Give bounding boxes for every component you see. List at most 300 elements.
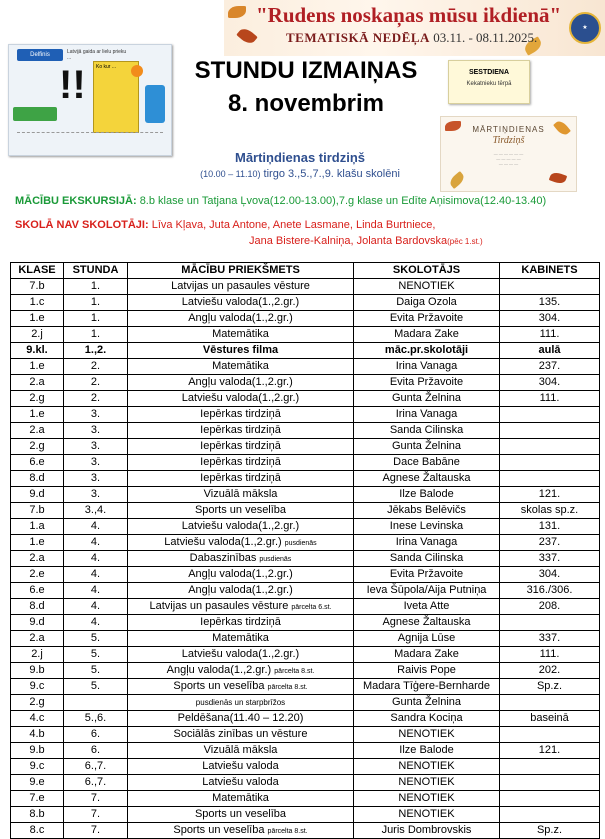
- cell-subject: [128, 599, 354, 615]
- absent-list-2: Jana Bistere-Kalniņa, Jolanta Bardovska: [249, 235, 448, 247]
- cell-room: [500, 727, 600, 743]
- cell-subject-text: Latviešu valoda(1.,2.gr.): [181, 648, 300, 660]
- cell-teacher-text: NENOTIEK: [398, 808, 455, 820]
- cell-subject: [128, 471, 354, 487]
- cell-teacher-text: NENOTIEK: [398, 776, 455, 788]
- cell-subject-note: pārcelta 8.st.: [267, 683, 308, 691]
- cell-subject: [128, 711, 354, 727]
- poster-shape: [13, 107, 57, 121]
- table-row: [11, 359, 600, 375]
- cell-stunda-text: 4.: [90, 568, 101, 580]
- cell-teacher: [354, 295, 500, 311]
- table-row: [11, 599, 600, 615]
- cell-teacher-text: NENOTIEK: [398, 760, 455, 772]
- cell-teacher: [354, 615, 500, 631]
- cell-teacher: [354, 759, 500, 775]
- table-row: [11, 567, 600, 583]
- cell-room: [500, 455, 600, 471]
- cell-room: [500, 679, 600, 695]
- cell-subject: [128, 503, 354, 519]
- cell-subject-text: Iepērkas tirdziņā: [200, 616, 281, 628]
- cell-teacher-text: NENOTIEK: [398, 728, 455, 740]
- table-row: [11, 743, 600, 759]
- cell-subject-text: Vēstures filma: [202, 344, 279, 356]
- cell-teacher: [354, 695, 500, 711]
- cell-stunda: [64, 311, 128, 327]
- header-room: KABINETS: [500, 263, 600, 279]
- cell-stunda-text: 7.: [90, 792, 101, 804]
- cell-room-text: baseinā: [530, 712, 569, 724]
- cell-room-text: Sp.z.: [536, 824, 563, 836]
- cell-room: [500, 695, 600, 711]
- table-row: [11, 519, 600, 535]
- cell-teacher: [354, 567, 500, 583]
- cell-klase: [11, 423, 64, 439]
- cell-klase: [11, 791, 64, 807]
- cell-teacher: [354, 519, 500, 535]
- cell-stunda: [64, 295, 128, 311]
- cell-stunda: [64, 615, 128, 631]
- cell-klase-text: 1.e: [29, 360, 45, 372]
- cell-room: [500, 519, 600, 535]
- cell-stunda: [64, 439, 128, 455]
- cell-stunda: [64, 695, 128, 711]
- cell-stunda-text: 3.: [90, 424, 101, 436]
- cell-klase: [11, 711, 64, 727]
- cell-subject: [128, 647, 354, 663]
- cell-klase: [11, 407, 64, 423]
- cell-room: [500, 647, 600, 663]
- cell-subject-text: Sports un veselība: [173, 823, 265, 836]
- table-row: [11, 679, 600, 695]
- cell-room: [500, 343, 600, 359]
- schedule-table: [10, 262, 600, 839]
- cell-klase-text: 2.j: [31, 648, 43, 660]
- cell-stunda: [64, 407, 128, 423]
- cell-subject: [128, 631, 354, 647]
- cell-room: [500, 311, 600, 327]
- cell-klase: [11, 471, 64, 487]
- cell-klase-text: 4.c: [29, 712, 45, 724]
- cell-stunda: [64, 471, 128, 487]
- cell-stunda: [64, 343, 128, 359]
- cell-teacher-text: Agnese Žaltauska: [382, 472, 471, 484]
- cell-subject-text: Matemātika: [212, 632, 269, 644]
- table-row: [11, 311, 600, 327]
- cell-klase: [11, 503, 64, 519]
- event-time: (10.00 – 11.10): [200, 169, 261, 179]
- table-row: [11, 423, 600, 439]
- cell-subject: [128, 695, 354, 711]
- cell-stunda: [64, 775, 128, 791]
- cell-teacher-text: Madara Zake: [394, 648, 459, 660]
- cell-teacher-text: Sandra Kociņa: [390, 712, 463, 724]
- cell-subject: [128, 295, 354, 311]
- cell-room: [500, 279, 600, 295]
- cell-klase-text: 1.e: [29, 312, 45, 324]
- table-header-row: [11, 263, 600, 279]
- cell-stunda-text: 5.: [90, 664, 101, 676]
- table-row: [11, 279, 600, 295]
- cell-room: [500, 423, 600, 439]
- cell-subject: [128, 455, 354, 471]
- cell-room-text: aulā: [538, 344, 561, 356]
- cell-stunda-text: 5.: [90, 680, 101, 692]
- table-row: [11, 455, 600, 471]
- cell-room-text: 111.: [539, 328, 560, 340]
- cell-room-text: 304.: [538, 312, 561, 324]
- cell-klase-text: 2.e: [29, 568, 45, 580]
- cell-stunda-text: 3.,4.: [84, 504, 107, 516]
- table-row: [11, 375, 600, 391]
- cell-teacher: [354, 455, 500, 471]
- cell-stunda: [64, 455, 128, 471]
- absent-teachers-line-2: [249, 235, 483, 247]
- cell-room: [500, 631, 600, 647]
- cell-klase: [11, 455, 64, 471]
- cell-subject-text: Latviešu valoda(1.,2.gr.): [164, 535, 282, 548]
- cell-stunda: [64, 599, 128, 615]
- cell-stunda-text: 2.: [90, 392, 101, 404]
- table-row: [11, 327, 600, 343]
- cell-teacher-text: Inese Levinska: [389, 520, 464, 532]
- cell-room: [500, 583, 600, 599]
- cell-stunda-text: 2.: [90, 360, 101, 372]
- cell-klase: [11, 727, 64, 743]
- cell-klase: [11, 695, 64, 711]
- cell-stunda-text: 5.: [90, 632, 101, 644]
- cell-klase: [11, 807, 64, 823]
- cell-klase-text: 2.a: [29, 632, 45, 644]
- header-teacher: SKOLOTĀJS: [354, 263, 500, 279]
- cell-room-text: 337.: [538, 552, 561, 564]
- cell-subject: [128, 423, 354, 439]
- cell-stunda-text: 7.: [90, 824, 101, 836]
- cell-room: [500, 791, 600, 807]
- cell-klase: [11, 487, 64, 503]
- cell-teacher-text: Gunta Želnina: [391, 392, 462, 404]
- cell-subject-text: Sports un veselība: [173, 679, 265, 692]
- cell-klase-text: 9.e: [29, 776, 45, 788]
- cell-stunda-text: 7.: [90, 808, 101, 820]
- cell-teacher: [354, 327, 500, 343]
- cell-teacher: [354, 679, 500, 695]
- cell-subject: [128, 615, 354, 631]
- cell-subject-text: Dabaszinības: [189, 551, 257, 564]
- cell-room: [500, 375, 600, 391]
- cell-teacher-text: Juris Dombrovskis: [381, 824, 472, 836]
- cell-room-text: 208.: [538, 600, 561, 612]
- cell-subject: [128, 743, 354, 759]
- saturday-text: Kekatnieku tērpā: [466, 81, 512, 87]
- saturday-card: [448, 60, 530, 104]
- banner-title: "Rudens noskaņas mūsu ikdienā": [256, 3, 562, 27]
- cell-subject: [128, 439, 354, 455]
- cell-room-text: 131.: [538, 520, 561, 532]
- cell-subject: [128, 407, 354, 423]
- cell-klase-text: 9.b: [29, 744, 45, 756]
- cell-stunda-text: 6.,7.: [84, 776, 107, 788]
- cell-stunda-text: 6.: [90, 744, 101, 756]
- cell-teacher: [354, 311, 500, 327]
- cell-stunda-text: 1.: [90, 280, 101, 292]
- cell-klase-text: 8.d: [29, 600, 45, 612]
- cell-teacher-text: Dace Babāne: [393, 456, 460, 468]
- cell-stunda: [64, 567, 128, 583]
- cell-klase-text: 9.kl.: [26, 344, 48, 356]
- absent-teachers-line: [15, 219, 435, 231]
- cell-teacher-text: Madara Tīģere-Bernharde: [363, 680, 490, 692]
- table-row: [11, 663, 600, 679]
- saturday-title: SESTDIENA: [468, 69, 510, 76]
- cell-stunda-text: 4.: [90, 600, 101, 612]
- cell-teacher-text: Irina Vanaga: [395, 536, 458, 548]
- table-row: [11, 295, 600, 311]
- cell-klase-text: 9.c: [29, 680, 45, 692]
- martini-poster: [440, 116, 577, 192]
- cell-subject: [128, 519, 354, 535]
- cell-stunda-text: 1.: [90, 296, 101, 308]
- cell-subject-text: Vizuālā māksla: [203, 744, 278, 756]
- cell-subject: [128, 391, 354, 407]
- cell-klase: [11, 535, 64, 551]
- cell-subject: [128, 583, 354, 599]
- cell-teacher: [354, 471, 500, 487]
- header-subject: MĀCĪBU PRIEKŠMETS: [128, 263, 354, 279]
- cell-room: [500, 439, 600, 455]
- cell-teacher: [354, 407, 500, 423]
- excursion-line: [15, 195, 546, 207]
- cell-teacher-text: Daiga Ozola: [396, 296, 457, 308]
- cell-subject-text: Matemātika: [212, 360, 269, 372]
- cell-subject: [128, 343, 354, 359]
- cell-teacher-text: Agnese Žaltauska: [382, 616, 471, 628]
- cell-stunda-text: 3.: [90, 488, 101, 500]
- cell-klase-text: 2.j: [31, 328, 43, 340]
- table-row: [11, 343, 600, 359]
- cell-klase: [11, 279, 64, 295]
- cell-klase-text: 8.c: [29, 824, 45, 836]
- cell-stunda: [64, 647, 128, 663]
- exclamation-icon: !!: [59, 63, 86, 107]
- cell-stunda: [64, 375, 128, 391]
- cell-teacher: [354, 711, 500, 727]
- cell-stunda: [64, 807, 128, 823]
- cell-teacher: [354, 375, 500, 391]
- table-row: [11, 775, 600, 791]
- cell-subject: [128, 487, 354, 503]
- cell-klase: [11, 391, 64, 407]
- table-row: [11, 823, 600, 839]
- cell-stunda: [64, 391, 128, 407]
- cell-klase-text: 2.a: [29, 552, 45, 564]
- cell-room: [500, 551, 600, 567]
- cell-teacher-text: Gunta Želnina: [391, 696, 462, 708]
- cell-klase-text: 9.d: [29, 488, 45, 500]
- excursion-text: 8.b klase un Tatjana Ļvova(12.00-13.00),7.g klase un Edīte Aņisimova(12.40-13.40): [139, 195, 547, 207]
- cell-klase-text: 9.b: [29, 664, 45, 676]
- table-row: [11, 631, 600, 647]
- header-klase: KLASE: [11, 263, 64, 279]
- cell-subject-text: Sports un veselība: [194, 504, 287, 516]
- cell-subject-text: Iepērkas tirdziņā: [200, 456, 281, 468]
- cell-klase-text: 1.e: [29, 536, 45, 548]
- cell-room-text: 111.: [539, 648, 560, 660]
- cell-teacher-text: Evita Pržavoite: [389, 312, 464, 324]
- banner-dates: 03.11. - 08.11.2025.: [433, 30, 538, 45]
- cell-teacher-text: Agnija Lūse: [397, 632, 456, 644]
- cell-room: [500, 327, 600, 343]
- table-row: [11, 695, 600, 711]
- cell-subject-note: pusdienās: [259, 555, 292, 563]
- banner-week-label: TEMATISKĀ NEDĒĻA: [286, 30, 430, 45]
- cell-stunda: [64, 711, 128, 727]
- event-text: tirgo 3.,5.,7.,9. klašu skolēni: [263, 168, 400, 180]
- cell-stunda-text: 6.: [90, 728, 101, 740]
- leaf-icon: [228, 6, 246, 18]
- cell-teacher: [354, 551, 500, 567]
- table-row: [11, 647, 600, 663]
- cell-stunda-text: 1.: [90, 328, 101, 340]
- cell-room: [500, 743, 600, 759]
- cell-teacher-text: Evita Pržavoite: [389, 376, 464, 388]
- cell-stunda-text: 3.: [90, 472, 101, 484]
- cell-stunda: [64, 535, 128, 551]
- table-row: [11, 487, 600, 503]
- cell-subject-text: Latviešu valoda: [202, 776, 279, 788]
- cell-stunda: [64, 423, 128, 439]
- poster-list-title: Ko kur ...: [96, 64, 117, 70]
- cell-subject-text: Vizuālā māksla: [203, 488, 278, 500]
- cell-stunda-text: 5.,6.: [84, 712, 107, 724]
- cell-subject-note: pārcelta 6.st.: [291, 603, 332, 611]
- cell-room: [500, 391, 600, 407]
- cell-teacher: [354, 791, 500, 807]
- header-stunda: STUNDA: [64, 263, 128, 279]
- poster-shape: [145, 85, 165, 123]
- cell-room-text: 121.: [538, 488, 561, 500]
- cell-room: [500, 615, 600, 631]
- cell-teacher: [354, 503, 500, 519]
- cell-klase-text: 6.e: [29, 584, 45, 596]
- cell-room: [500, 807, 600, 823]
- cell-subject-text: Iepērkas tirdziņā: [200, 440, 281, 452]
- table-row: [11, 727, 600, 743]
- cell-klase-text: 8.d: [29, 472, 45, 484]
- cell-klase: [11, 775, 64, 791]
- cell-room-text: 111.: [539, 392, 560, 404]
- cell-subject-text: Angļu valoda(1.,2.gr.): [188, 312, 293, 324]
- cell-room: [500, 759, 600, 775]
- cell-teacher: [354, 359, 500, 375]
- cell-room-text: 135.: [538, 296, 561, 308]
- cell-teacher: [354, 391, 500, 407]
- cell-subject: [128, 311, 354, 327]
- cell-teacher-text: Jēkabs Belēvičs: [387, 504, 466, 516]
- cell-klase: [11, 519, 64, 535]
- cell-room-text: skolas sp.z.: [520, 504, 579, 516]
- cell-room-text: 237.: [538, 360, 561, 372]
- poster-caption: Latvijā gaida ar lielu prieku ...: [67, 49, 127, 61]
- cell-subject-text: Latviešu valoda(1.,2.gr.): [181, 296, 300, 308]
- cell-subject: [128, 775, 354, 791]
- cell-klase: [11, 663, 64, 679]
- cell-stunda-text: 3.: [90, 408, 101, 420]
- cell-klase: [11, 295, 64, 311]
- cell-room: [500, 823, 600, 839]
- cell-stunda: [64, 327, 128, 343]
- cell-subject-text: Iepērkas tirdziņā: [200, 424, 281, 436]
- poster-image: [8, 44, 172, 156]
- cell-subject-text: pusdienās un starpbrīžos: [195, 698, 286, 707]
- cell-teacher: [354, 727, 500, 743]
- cell-teacher: [354, 743, 500, 759]
- cell-teacher: [354, 599, 500, 615]
- event-name: Mārtiņdienas tirdziņš: [234, 150, 366, 165]
- cell-teacher: [354, 663, 500, 679]
- cell-klase-text: 9.c: [29, 760, 45, 772]
- cell-klase-text: 4.b: [29, 728, 45, 740]
- absent-label: SKOLĀ NAV SKOLOTĀJI:: [15, 219, 149, 231]
- cell-teacher: [354, 823, 500, 839]
- cell-teacher-text: māc.pr.skolotāji: [384, 344, 469, 356]
- cell-room-text: 304.: [538, 568, 561, 580]
- cell-teacher: [354, 631, 500, 647]
- cell-teacher: [354, 807, 500, 823]
- cell-subject: [128, 807, 354, 823]
- cell-klase-text: 2.a: [29, 376, 45, 388]
- cell-klase-text: 2.g: [29, 440, 45, 452]
- cell-stunda-text: 1.,2.: [84, 344, 107, 356]
- cell-subject: [128, 375, 354, 391]
- table-row: [11, 535, 600, 551]
- table-row: [11, 791, 600, 807]
- cell-subject-note: pārcelta 8.st.: [267, 827, 308, 835]
- cell-stunda-text: 5.: [90, 648, 101, 660]
- cell-stunda: [64, 663, 128, 679]
- cell-klase: [11, 359, 64, 375]
- cell-stunda-text: 1.: [90, 312, 101, 324]
- cell-teacher: [354, 439, 500, 455]
- cell-room: [500, 359, 600, 375]
- cell-stunda: [64, 679, 128, 695]
- cell-teacher-text: Irina Vanaga: [395, 360, 458, 372]
- cell-teacher-text: Gunta Želnina: [391, 440, 462, 452]
- cell-subject: [128, 727, 354, 743]
- cell-room: [500, 775, 600, 791]
- poster-figures: [17, 132, 163, 151]
- event-detail: [150, 168, 450, 180]
- cell-teacher-text: Irina Vanaga: [395, 408, 458, 420]
- table-row: [11, 503, 600, 519]
- cell-stunda-text: 3.: [90, 440, 101, 452]
- cell-klase-text: 2.g: [29, 696, 45, 708]
- cell-stunda: [64, 503, 128, 519]
- cell-room: [500, 487, 600, 503]
- cell-teacher-text: Ilze Balode: [399, 744, 454, 756]
- cell-klase-text: 1.e: [29, 408, 45, 420]
- cell-subject-text: Latviešu valoda: [202, 760, 279, 772]
- cell-room-text: 121.: [538, 744, 561, 756]
- cell-klase-text: 1.c: [29, 296, 45, 308]
- cell-stunda: [64, 551, 128, 567]
- cell-room: [500, 471, 600, 487]
- cell-subject-note: pusdienās: [284, 539, 317, 547]
- cell-teacher-text: Madara Zake: [394, 328, 459, 340]
- cell-subject-text: Iepērkas tirdziņā: [200, 472, 281, 484]
- cell-subject-text: Latviešu valoda(1.,2.gr.): [181, 520, 300, 532]
- cell-stunda-text: 6.,7.: [84, 760, 107, 772]
